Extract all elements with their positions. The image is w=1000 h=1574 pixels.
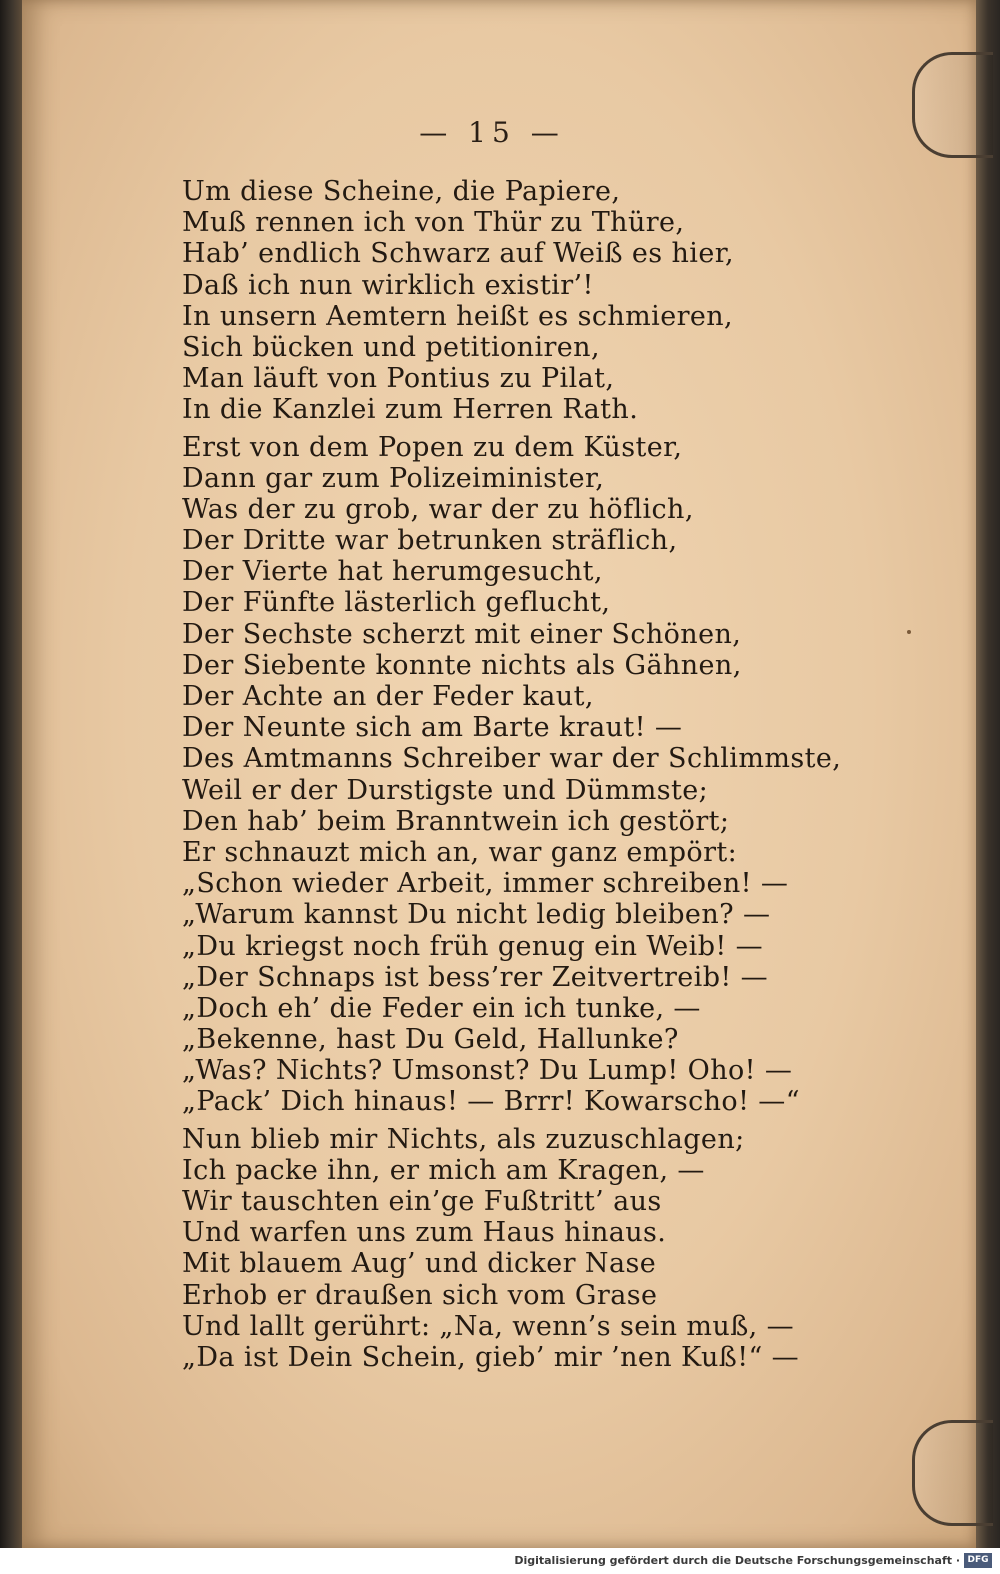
paper-speck <box>907 630 911 634</box>
poem-line: Wir tauschten ein’ge Fußtritt’ aus <box>182 1186 662 1217</box>
poem-line: Man läuft von Pontius zu Pilat, <box>182 363 615 395</box>
stanza-1 <box>182 176 922 426</box>
poem-line: „Du kriegst noch früh genug ein Weib! — <box>182 930 764 962</box>
poem-line: Des Amtmanns Schreiber war der Schlimmste, <box>182 743 842 775</box>
poem-line: Und warfen uns zum Haus hinaus. <box>182 1217 667 1249</box>
poem-line: „Warum kannst Du nicht ledig bleiben? — <box>182 899 771 931</box>
poem-line: Der Dritte war betrunken sträflich, <box>182 525 678 557</box>
poem-line: „Schon wieder Arbeit, immer schreiben! — <box>182 868 789 900</box>
poem-line: Erst von dem Popen zu dem Küster, <box>182 431 683 463</box>
poem-line: Nun blieb mir Nichts, als zuzuschlagen; <box>182 1123 745 1155</box>
poem-line: Um diese Scheine, die Papiere, <box>182 176 621 207</box>
page-edge <box>976 0 1000 1548</box>
poem-line: Der Achte an der Feder kaut, <box>182 681 594 712</box>
poem-line: In unsern Aemtern heißt es schmieren, <box>182 300 734 332</box>
poem-line: Mit blauem Aug’ und dicker Nase <box>182 1248 657 1280</box>
poem-line: Der Vierte hat herumgesucht, <box>182 556 603 588</box>
poem-line: Erhob er draußen sich vom Grase <box>182 1279 658 1311</box>
poem-line: „Da ist Dein Schein, gieb’ mir ’nen Kuß!“ — <box>182 1341 800 1373</box>
poem-line: Den hab’ beim Branntwein ich gestört; <box>182 805 730 837</box>
poem-line: Dann gar zum Polizeiminister, <box>182 462 605 494</box>
digitization-footer <box>0 1548 1000 1574</box>
poem-line: Was der zu grob, war der zu höflich, <box>182 493 694 525</box>
poem-line: „Doch eh’ die Feder ein ich tunke, — <box>182 992 701 1024</box>
poem-line: „Der Schnaps ist bess’rer Zeitvertreib! — <box>182 961 769 993</box>
paper-clip-top <box>912 52 993 158</box>
page-number: — 15 — <box>419 116 565 149</box>
stanza-2 <box>182 432 922 1118</box>
poem-line: In die Kanzlei zum Herren Rath. <box>182 394 639 426</box>
poem-line: Weil er der Durstigste und Dümmste; <box>182 774 709 806</box>
book-page <box>22 0 978 1548</box>
poem-line: Der Fünfte lästerlich geflucht, <box>182 587 611 619</box>
poem-line: „Was? Nichts? Umsonst? Du Lump! Oho! — <box>182 1055 793 1087</box>
poem-line: Und lallt gerührt: „Na, wenn’s sein muß, — <box>182 1310 795 1342</box>
poem-line: Ich packe ihn, er mich am Kragen, — <box>182 1154 705 1186</box>
poem-line: „Pack’ Dich hinaus! — Brrr! Kowarscho! —“ <box>182 1086 800 1118</box>
poem-line: Sich bücken und petitioniren, <box>182 331 600 363</box>
poem-line: Der Neunte sich am Barte kraut! — <box>182 712 683 744</box>
poem-line: Hab’ endlich Schwarz auf Weiß es hier, <box>182 238 735 270</box>
dfg-logo: DFG <box>964 1553 992 1568</box>
poem-line: Der Siebente konnte nichts als Gähnen, <box>182 649 742 681</box>
poem-line: Muß rennen ich von Thür zu Thüre, <box>182 207 685 239</box>
poem-line: Er schnauzt mich an, war ganz empört: <box>182 836 738 868</box>
funding-credit: Digitalisierung gefördert durch die Deutsche Forschungsgemeinschaft · <box>514 1554 960 1567</box>
poem-line: Der Sechste scherzt mit einer Schönen, <box>182 618 742 650</box>
poem-line: „Bekenne, hast Du Geld, Hallunke? <box>182 1024 679 1056</box>
poem-line: Daß ich nun wirklich existir’! <box>182 269 594 301</box>
poem-text <box>182 176 922 1373</box>
paper-clip-bottom <box>912 1420 993 1526</box>
stanza-3 <box>182 1124 922 1374</box>
